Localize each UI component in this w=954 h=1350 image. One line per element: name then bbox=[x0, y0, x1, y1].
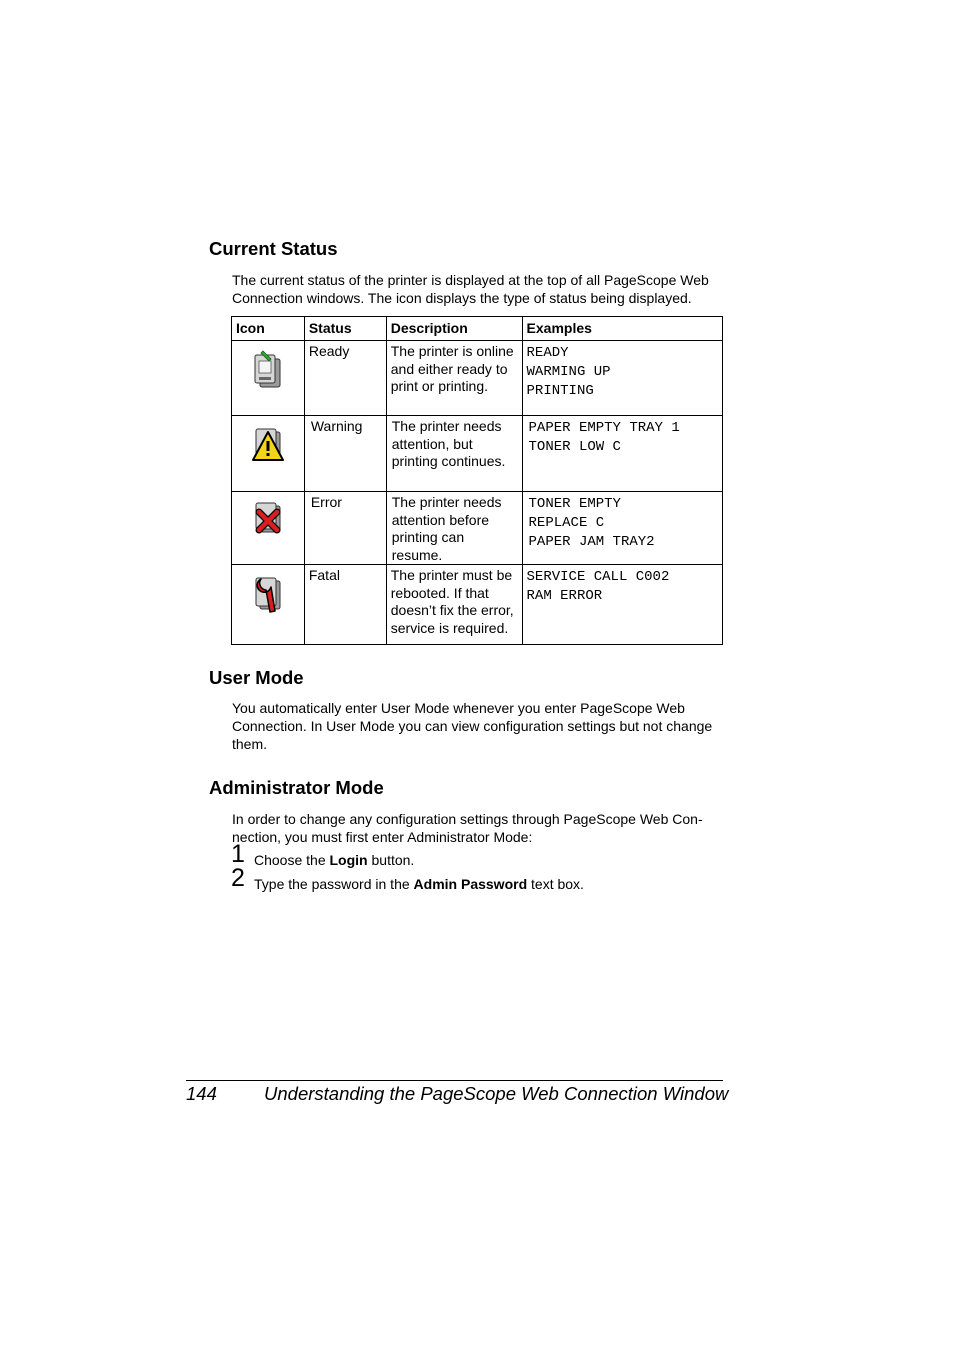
step-text: Type the password in the bbox=[254, 876, 414, 892]
status-examples bbox=[523, 565, 722, 606]
status-description: The printer needs attention, but printing continues. bbox=[391, 418, 506, 469]
table-row bbox=[232, 492, 723, 565]
example-text: WARMING UP bbox=[526, 364, 611, 380]
example-text: REPLACE C bbox=[528, 515, 605, 531]
example-text: PAPER JAM TRAY2 bbox=[528, 534, 655, 550]
status-label: Fatal bbox=[308, 567, 340, 583]
table-header-row bbox=[232, 317, 723, 341]
example-text: PRINTING bbox=[526, 383, 594, 399]
current-status-intro: The current status of the printer is displayed at the top of all PageScope Web Connection windows. The icon displays the type of status being displayed. bbox=[232, 272, 709, 306]
user-mode-body: You automatically enter User Mode whenever you enter PageScope Web Connection. In User Mode you can view configuration settings but not change them. bbox=[232, 700, 713, 752]
example-text: READY bbox=[526, 345, 569, 361]
current-status-heading: Current Status bbox=[209, 238, 338, 259]
status-table bbox=[231, 316, 723, 645]
table-row bbox=[232, 341, 723, 416]
admin-password-label: Admin Password bbox=[413, 876, 528, 892]
status-examples bbox=[523, 492, 722, 552]
step-text: text box. bbox=[527, 876, 584, 892]
example-text: PAPER EMPTY TRAY 1 bbox=[528, 420, 680, 436]
status-examples bbox=[523, 341, 722, 401]
status-label: Error bbox=[310, 494, 342, 510]
example-text: SERVICE CALL C002 bbox=[526, 569, 670, 585]
status-label: Warning bbox=[310, 418, 363, 434]
status-description: The printer must be rebooted. If that doesn’t fix the error, service is required. bbox=[390, 567, 514, 636]
login-button-label: Login bbox=[329, 852, 368, 868]
step-number: 1 bbox=[231, 840, 245, 868]
printer-ready-icon bbox=[251, 349, 285, 391]
status-examples bbox=[523, 416, 722, 457]
step-text: Choose the bbox=[254, 852, 330, 868]
status-label: Ready bbox=[308, 343, 350, 359]
step-text: button. bbox=[367, 852, 415, 868]
header-icon: Icon bbox=[232, 317, 305, 341]
step-number: 2 bbox=[231, 864, 245, 892]
example-text: TONER EMPTY bbox=[528, 496, 621, 512]
printer-warning-icon bbox=[250, 424, 286, 464]
admin-mode-heading: Administrator Mode bbox=[209, 777, 384, 798]
table-row bbox=[232, 416, 723, 492]
page-number: 144 bbox=[186, 1083, 217, 1104]
printer-error-icon bbox=[251, 500, 285, 536]
printer-fatal-icon bbox=[251, 573, 285, 613]
example-text: TONER LOW C bbox=[528, 439, 621, 455]
user-mode-heading: User Mode bbox=[209, 667, 304, 688]
footer-title: Understanding the PageScope Web Connection Window bbox=[264, 1083, 729, 1104]
header-examples: Examples bbox=[522, 317, 722, 341]
status-description: The printer needs attention before printing can resume. bbox=[391, 494, 502, 563]
header-description: Description bbox=[386, 317, 522, 341]
footer-rule bbox=[186, 1080, 723, 1081]
admin-mode-intro: In order to change any configuration settings through PageScope Web Con-nection, you must first enter Administrator Mode: bbox=[232, 811, 703, 845]
header-status: Status bbox=[304, 317, 386, 341]
example-text: RAM ERROR bbox=[526, 588, 603, 604]
table-row bbox=[232, 565, 723, 645]
status-description: The printer is online and either ready to print or printing. bbox=[390, 343, 514, 394]
